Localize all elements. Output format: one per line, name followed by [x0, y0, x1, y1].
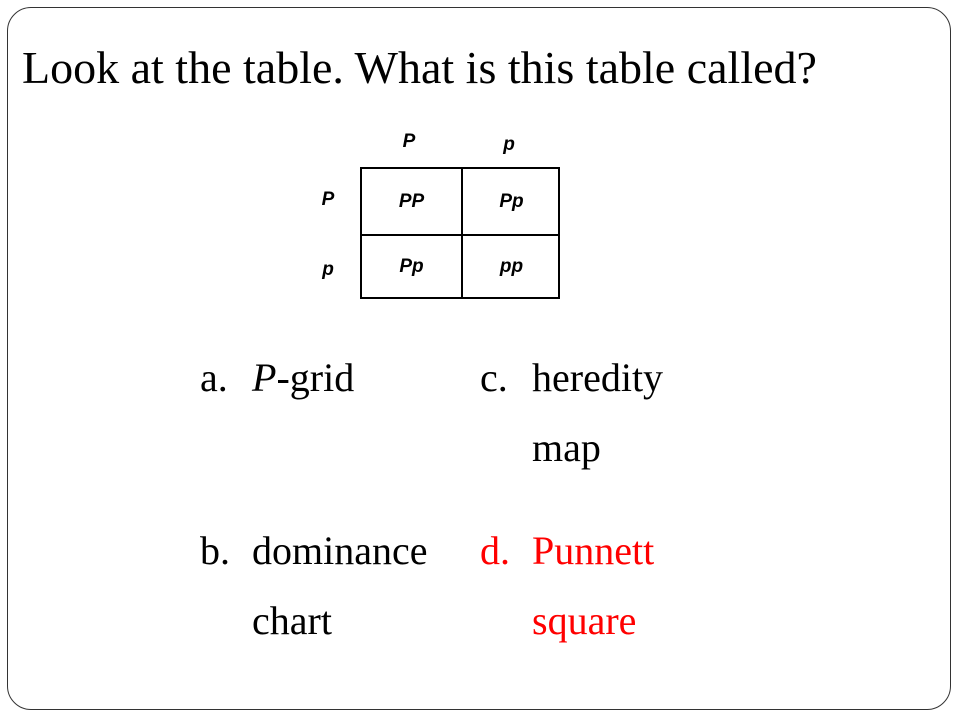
option-c-letter: c.	[480, 355, 508, 400]
option-c[interactable]	[480, 343, 720, 483]
option-d-line1: Punnett	[532, 528, 655, 573]
option-d-correct[interactable]	[480, 516, 720, 656]
option-b-line2: chart	[252, 598, 332, 643]
punnett-square	[360, 167, 560, 299]
option-d-letter: d.	[480, 528, 510, 573]
option-a[interactable]	[200, 343, 440, 413]
option-b-letter: b.	[200, 528, 230, 573]
option-d-line2: square	[532, 598, 637, 643]
punnett-cell-pp-homozygous-dominant: PP	[398, 190, 425, 212]
row-header-recessive: p	[322, 259, 334, 280]
slide-frame	[7, 7, 951, 710]
option-c-line2: map	[532, 425, 601, 470]
row-header-dominant: P	[321, 189, 335, 210]
column-header-dominant: P	[402, 131, 416, 152]
option-a-letter: a.	[200, 355, 228, 400]
question-title: Look at the table. What is this table called?	[22, 42, 817, 93]
option-b-line1: dominance	[252, 528, 428, 573]
option-b[interactable]	[200, 516, 470, 656]
column-header-recessive: p	[503, 134, 515, 155]
option-a-text: P-grid	[252, 355, 355, 400]
option-c-line1: heredity	[532, 355, 664, 400]
punnett-cell-homozygous-recessive: pp	[461, 234, 560, 297]
punnett-cell-heterozygous-2: Pp	[362, 234, 461, 297]
punnett-cell-heterozygous-1: Pp	[461, 169, 560, 234]
